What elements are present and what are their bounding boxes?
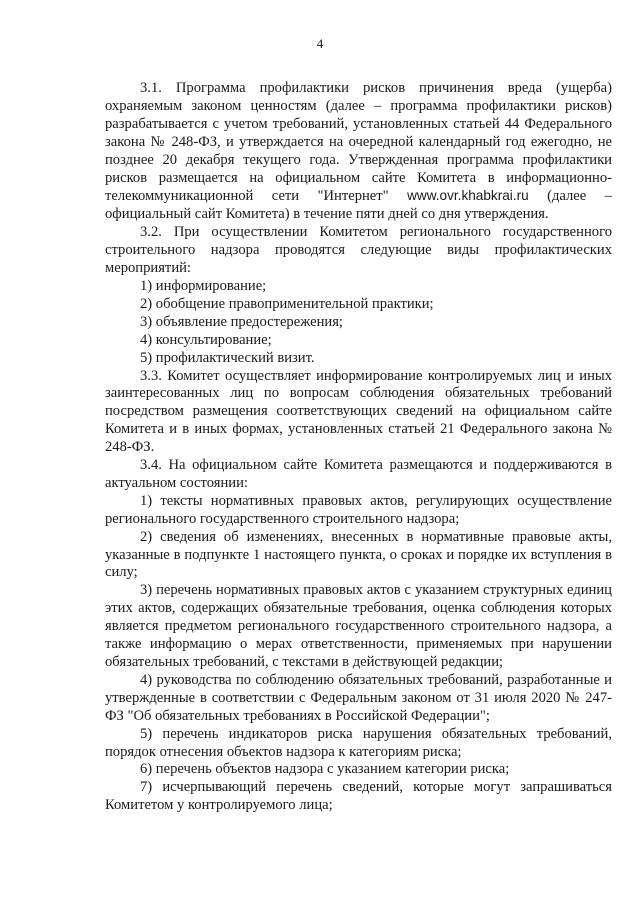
list-item: 3) объявление предостережения; bbox=[140, 313, 343, 330]
paragraph-3-4: 3.4. На официальном сайте Комитета размещаются и поддерживаются в актуальном состоянии: bbox=[105, 457, 612, 491]
list-item: 4) руководства по соблюдению обязательных требований, разработанные и утвержденные в соответствии с Федеральным законом от 31 июля 2020 № 247-ФЗ "Об обязательных требованиях в Российской Федерации"; bbox=[105, 671, 612, 724]
list-item: 4) консультирование; bbox=[140, 331, 272, 348]
list-item: 2) обобщение правоприменительной практики; bbox=[140, 295, 434, 312]
list-item: 5) перечень индикаторов риска нарушения обязательных требований, порядок отнесения объектов надзора к категориям риска; bbox=[105, 725, 612, 760]
list-item: 5) профилактический визит. bbox=[140, 349, 315, 366]
document-body bbox=[105, 80, 612, 815]
page-number: 4 bbox=[316, 36, 324, 51]
list-item: 3) перечень нормативных правовых актов с указанием структурных единиц этих актов, содержащих обязательные требования, оценка соблюдения которых является предметом регионального государственного строительного надзора, а также информацию о мерах ответственности, применяемых при нарушении обязательных требований, с текстами в действующей редакции; bbox=[105, 582, 612, 670]
list-item: 7) исчерпывающий перечень сведений, которые могут запрашиваться Комитетом у контролируемого лица; bbox=[105, 779, 612, 814]
list-item: 1) информирование; bbox=[140, 277, 267, 294]
paragraph-3-1 bbox=[105, 80, 612, 224]
list-item: 1) тексты нормативных правовых актов, регулирующих осуществление регионального государственного строительного надзора; bbox=[105, 492, 612, 527]
website-link[interactable]: www.ovr.khabkrai.ru bbox=[407, 188, 529, 204]
paragraph-3-1-number: 3.1. bbox=[140, 80, 162, 96]
paragraph-3-3: 3.3. Комитет осуществляет информирование контролируемых лиц и иных заинтересованных лиц по вопросам соблюдения обязательных требований посредством размещения соответствующих сведений на официальном сайте Комитета и в иных формах, установленных статьей 21 Федерального закона № 248-ФЗ. bbox=[105, 367, 612, 456]
list-item: 6) перечень объектов надзора с указанием категории риска; bbox=[140, 761, 510, 778]
list-item: 2) сведения об изменениях, внесенных в нормативные правовые акты, указанные в подпункте 1 настоящего пункта, о сроках и порядке их вступления в силу; bbox=[105, 528, 612, 581]
paragraph-3-2: 3.2. При осуществлении Комитетом регионального государственного строительного надзора проводятся следующие виды профилактических мероприятий: bbox=[105, 224, 612, 277]
paragraph-3-1-text: Программа профилактики рисков причинения вреда (ущерба) охраняемым законом ценностям (далее – программа профилактики рисков) разрабатывается с учетом требований, установленных статьей 44 Федерального закона № 248-ФЗ, и утверждается на очередной календарный год ежегодно, не позднее 20 декабря текущего года. Утвержденная программа профилактики рисков размещается на официальном сайте Комитета в информационно-телекоммуникационной сети "Интернет" bbox=[105, 80, 612, 205]
paragraph-3-1-tail: (далее – официальный сайт Комитета) в течение пяти дней со дня утверждения. bbox=[105, 188, 612, 223]
